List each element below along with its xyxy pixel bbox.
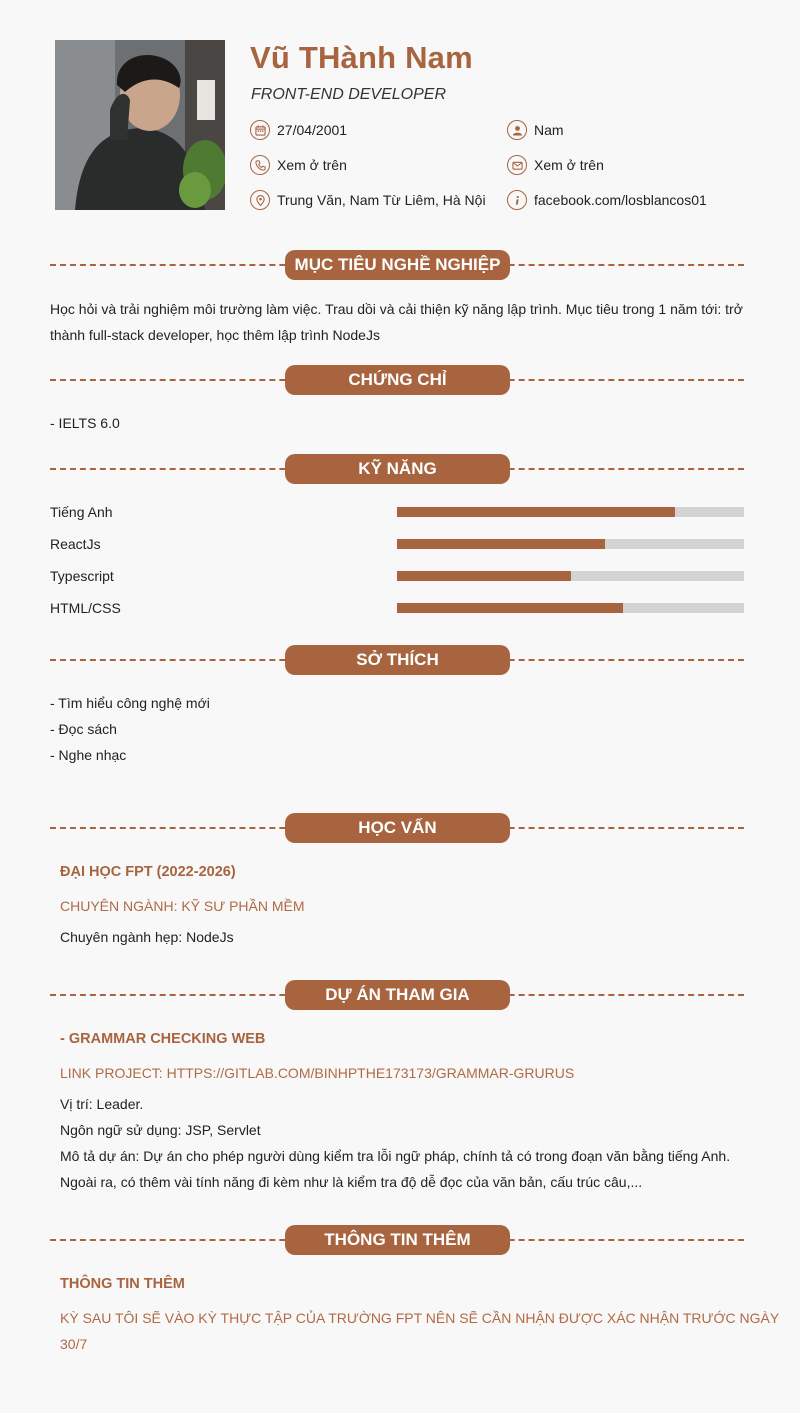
- project-position: Vị trí: Leader.: [60, 1096, 144, 1112]
- birthday-info: [250, 120, 347, 140]
- section-education: [50, 813, 744, 843]
- additional-text: 30/7: [60, 1336, 88, 1352]
- skill-name: Tiếng Anh: [50, 504, 113, 520]
- skill-bar-fill: [397, 571, 571, 581]
- full-name: Vũ THành Nam: [250, 40, 473, 75]
- major-detail: Chuyên ngành hẹp: NodeJs: [60, 929, 234, 945]
- skill-name: Typescript: [50, 568, 114, 584]
- profile-photo: [55, 40, 225, 210]
- skill-bar-fill: [397, 539, 605, 549]
- school-name: ĐẠI HỌC FPT (2022-2026): [60, 864, 236, 880]
- gender-info: [507, 120, 564, 140]
- email-info: [507, 155, 604, 175]
- objective-line: Học hỏi và trải nghiệm môi trường làm việc. Trau dồi và cải thiện kỹ năng lập trình. Mục tiêu trong 1 năm tới: trở: [50, 301, 743, 317]
- skill-bar: [397, 603, 744, 613]
- birthday-value: 27/04/2001: [277, 122, 348, 138]
- certificate-item: - IELTS 6.0: [50, 415, 120, 431]
- project-description: Mô tả dự án: Dự án cho phép người dùng kiểm tra lỗi ngữ pháp, chính tả có trong đoạn văn bằng tiếng Anh.: [60, 1148, 731, 1164]
- hobby-item: - Đọc sách: [50, 721, 117, 737]
- address-info: [250, 190, 486, 210]
- project-title: - GRAMMAR CHECKING WEB: [60, 1031, 266, 1047]
- additional-text: KỲ SAU TÔI SẼ VÀO KỲ THỰC TẬP CỦA TRƯỜNG FPT NÊN SẼ CẦN NHẬN ĐƯỢC XÁC NHẬN TRƯỚC NGÀY: [60, 1310, 780, 1326]
- section-title: KỸ NĂNG: [285, 454, 510, 484]
- section-hobbies: [50, 645, 744, 675]
- section-title: HỌC VẤN: [285, 813, 510, 843]
- section-projects: [50, 980, 744, 1010]
- section-skills: [50, 454, 744, 484]
- website-link[interactable]: facebook.com/losblancos01: [534, 192, 707, 208]
- email-value: Xem ở trên: [534, 157, 604, 173]
- section-title: CHỨNG CHỈ: [285, 365, 510, 395]
- job-title: FRONT-END DEVELOPER: [251, 86, 446, 103]
- section-objective: [50, 250, 744, 280]
- phone-icon: [250, 155, 270, 175]
- hobby-item: - Nghe nhạc: [50, 747, 127, 763]
- section-title: DỰ ÁN THAM GIA: [285, 980, 510, 1010]
- website-info: [507, 190, 707, 210]
- project-description: Ngoài ra, có thêm vài tính năng đi kèm như là kiểm tra độ dễ đọc của văn bản, cấu trúc câu,...: [60, 1174, 643, 1190]
- skill-bar: [397, 539, 744, 549]
- objective-text: [50, 296, 750, 348]
- section-additional: [50, 1225, 744, 1255]
- section-title: MỤC TIÊU NGHỀ NGHIỆP: [285, 250, 510, 280]
- info-icon: [507, 190, 527, 210]
- gender-value: Nam: [534, 122, 564, 138]
- phone-value: Xem ở trên: [277, 157, 347, 173]
- skill-name: HTML/CSS: [50, 600, 121, 616]
- skill-bar-fill: [397, 507, 675, 517]
- section-certificates: [50, 365, 744, 395]
- project-link[interactable]: LINK PROJECT: HTTPS://GITLAB.COM/BINHPTHE173173/GRAMMAR-GRURUS: [60, 1065, 575, 1081]
- calendar-icon: [250, 120, 270, 140]
- location-icon: [250, 190, 270, 210]
- skill-bar: [397, 571, 744, 581]
- additional-title: THÔNG TIN THÊM: [60, 1276, 185, 1292]
- skill-name: ReactJs: [50, 536, 101, 552]
- major: CHUYÊN NGÀNH: KỸ SƯ PHẦN MỀM: [60, 898, 305, 914]
- mail-icon: [507, 155, 527, 175]
- address-value: Trung Văn, Nam Từ Liêm, Hà Nội: [277, 192, 486, 208]
- skill-bar: [397, 507, 744, 517]
- skill-bar-fill: [397, 603, 623, 613]
- phone-info: [250, 155, 347, 175]
- section-title: SỞ THÍCH: [285, 645, 510, 675]
- project-language: Ngôn ngữ sử dụng: JSP, Servlet: [60, 1122, 261, 1138]
- objective-line: thành full-stack developer, học thêm lập trình NodeJs: [50, 327, 380, 343]
- section-title: THÔNG TIN THÊM: [285, 1225, 510, 1255]
- user-icon: [507, 120, 527, 140]
- hobby-item: - Tìm hiểu công nghệ mới: [50, 695, 210, 711]
